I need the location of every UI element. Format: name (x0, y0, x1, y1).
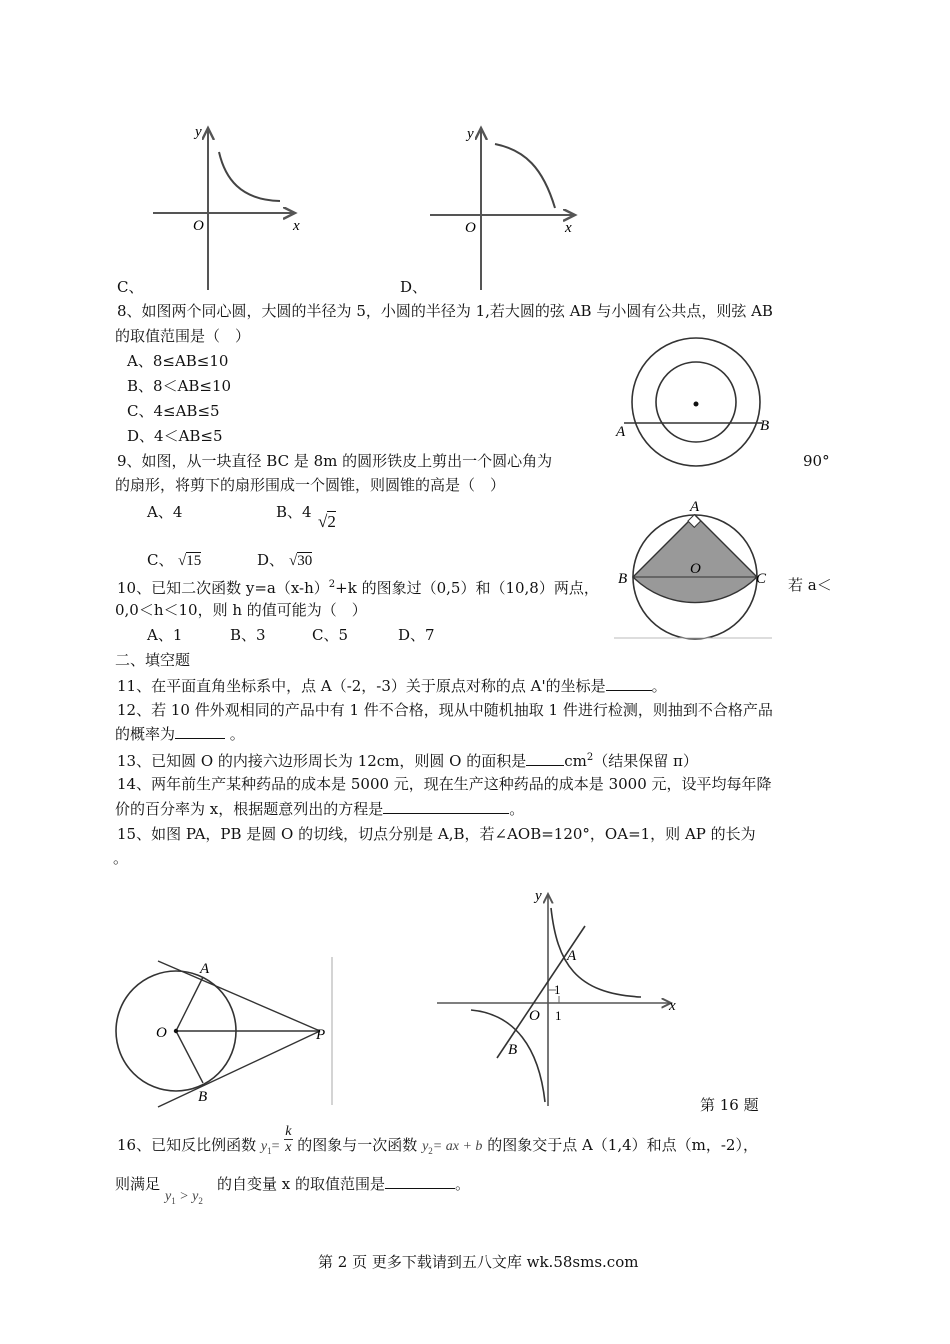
q10-option-b: B、3 (230, 626, 266, 644)
q13-blank (526, 765, 564, 766)
label-a: A (690, 499, 700, 515)
hyperbola-curve (219, 152, 280, 201)
q9-option-b-sqrt: √2 (318, 512, 336, 531)
page-footer: 第 2 页 更多下载请到五八文库 wk.58sms.com (318, 1253, 639, 1271)
ineq-sub2: 2 (198, 1195, 203, 1206)
q10-line2: 0,0＜h＜10，则 h 的值可能为（ ） (115, 601, 367, 619)
q12-end: 。 (225, 725, 245, 743)
q16-y2 (422, 1139, 482, 1154)
option-d-label: D、 (400, 278, 428, 296)
q16-inequality (165, 1187, 203, 1211)
axis-x-label: x (565, 220, 572, 236)
center-dot (174, 1029, 178, 1033)
q9-option-c: C、 (147, 551, 174, 569)
q9-option-d-sqrt: √30 (289, 553, 313, 569)
tangent-figure (110, 955, 345, 1110)
label-o: O (156, 1025, 167, 1041)
q16-blank (385, 1188, 455, 1189)
sqrt-radicand: 15 (186, 553, 202, 569)
q16-line1 (117, 1123, 758, 1163)
q9-angle: 90° (803, 452, 830, 470)
q8-option-c: C、4≤AB≤5 (127, 402, 220, 420)
q8-line2: 的取值范围是（ ） (115, 327, 251, 345)
concentric-circles-figure (610, 330, 785, 475)
q9-line1: 9、如图，从一块直径 BC 是 8m 的圆形铁皮上剪出一个圆心角为 (117, 452, 553, 470)
graph-d (425, 118, 595, 293)
q16-post: 的图象交于点 A（1,4）和点（m，-2）， (487, 1136, 758, 1154)
fig16-graph (435, 882, 685, 1107)
q11-end: 。 (651, 677, 667, 695)
q9-option-c-sqrt: √15 (178, 553, 202, 569)
q16-line2a: 则满足 (115, 1175, 161, 1193)
q9-option-b-label: B、4 (276, 503, 312, 521)
label-o: O (690, 561, 701, 577)
q12-line1: 12、若 10 件外观相同的产品中有 1 件不合格，现从中随机抽取 1 件进行检测，则抽到不合格产品 (117, 701, 773, 719)
q10-line1-right: 若 a＜ (788, 576, 832, 594)
q14-line2 (115, 799, 524, 819)
origin-label: O (529, 1008, 540, 1024)
q13 (117, 748, 698, 771)
q10-option-c: C、5 (312, 626, 349, 644)
q10-part1: 10、已知二次函数 y=a（x-h） (117, 579, 329, 597)
origin-label: O (193, 218, 204, 234)
sector-figure (612, 495, 782, 643)
label-b: B (508, 1042, 518, 1058)
q13-sup: 2 (586, 752, 594, 763)
axis-y-label: y (535, 888, 542, 904)
q11-text: 11、在平面直角坐标系中，点 A（-2，-3）关于原点对称的点 A'的坐标是 (117, 677, 606, 695)
equals: = (271, 1139, 280, 1154)
q16-y1 (261, 1139, 280, 1154)
label-a: A (567, 948, 577, 964)
q9-option-b (276, 502, 312, 522)
q16-line2 (115, 1174, 160, 1194)
q14-end: 。 (509, 800, 525, 818)
q10-line1 (117, 575, 599, 598)
label-a: A (200, 961, 210, 977)
hyperbola-q1 (551, 908, 641, 997)
q11 (117, 676, 667, 696)
ineq-y1: y (165, 1189, 172, 1204)
q9-option-a: A、4 (147, 503, 183, 521)
q12-text: 的概率为 (115, 725, 176, 743)
ineq-rest: > y (179, 1189, 199, 1204)
label-c: C (756, 571, 767, 587)
q9-line2: 的扇形，将剪下的扇形围成一个圆锥，则圆锥的高是（ ） (115, 476, 506, 494)
linear-expr: = ax + b (432, 1139, 483, 1154)
fraction-denominator: x (285, 1139, 292, 1155)
label-b: B (198, 1089, 208, 1105)
graph-c (145, 118, 315, 293)
q8-option-d: D、4＜AB≤5 (127, 427, 223, 445)
axis-y-label: y (195, 124, 202, 140)
q16-pre: 16、已知反比例函数 (117, 1136, 257, 1154)
y2-sub: 2 (428, 1145, 433, 1156)
q16-fraction (284, 1124, 292, 1155)
y1-var: y (260, 1139, 268, 1154)
tick-label-x: 1 (555, 1008, 562, 1023)
q14-blank (383, 813, 509, 814)
segment-oa (176, 977, 203, 1031)
q12-line2 (115, 724, 245, 744)
tick-label-y: 1 (554, 982, 561, 997)
q16-mid: 的图象与一次函数 (297, 1136, 418, 1154)
sqrt-radicand: 30 (297, 553, 313, 569)
ineq-sub1: 1 (171, 1195, 176, 1206)
tangent-pa-extended (158, 961, 320, 1031)
fraction-numerator: k (285, 1123, 292, 1139)
q8-option-b: B、8＜AB≤10 (127, 377, 232, 395)
y2-var: y (422, 1139, 429, 1154)
q15-line1: 15、如图 PA，PB 是圆 O 的切线，切点分别是 A,B，若∠AOB=120°，OA=1，则 AP 的长为 (117, 825, 756, 843)
fig16-caption: 第 16 题 (700, 1096, 759, 1114)
q15-line2: 。 (113, 849, 129, 867)
q8-option-a: A、8≤AB≤10 (127, 352, 229, 370)
q9-option-d: D、 (257, 551, 285, 569)
q10-sup: 2 (328, 579, 336, 590)
axis-y-label: y (467, 126, 474, 142)
label-b: B (618, 571, 628, 587)
label-p: P (316, 1027, 326, 1043)
q11-blank (606, 690, 652, 691)
section-2-heading: 二、填空题 (115, 651, 191, 669)
q14-line1: 14、两年前生产某种药品的成本是 5000 元，现在生产这种药品的成本是 3000 元，设平均每年降 (117, 775, 772, 793)
q12-blank (175, 738, 225, 739)
axis-x-label: x (293, 218, 300, 234)
shaded-sector (633, 515, 757, 603)
y1-sub: 1 (267, 1145, 272, 1156)
q14-text: 价的百分率为 x，根据题意列出的方程是 (115, 800, 384, 818)
q13-text: 13、已知圆 O 的内接六边形周长为 12cm，则圆 O 的面积是 (117, 752, 527, 770)
q13-end: （结果保留 π） (593, 752, 698, 770)
label-a: A (616, 424, 626, 440)
axis-x-label: x (669, 998, 676, 1014)
curve (495, 144, 555, 208)
q8-line1: 8、如图两个同心圆，大圆的半径为 5，小圆的半径为 1,若大圆的弦 AB 与小圆有公共点，则弦 AB (117, 302, 773, 320)
line-ab (497, 926, 585, 1058)
segment-ob (176, 1031, 203, 1083)
center-dot (694, 402, 699, 407)
q10-option-d: D、7 (398, 626, 435, 644)
option-c-label: C、 (117, 278, 144, 296)
q10-part2: +k 的图象过（0,5）和（10,8）两点， (335, 579, 599, 597)
q16-end: 。 (455, 1175, 471, 1193)
sqrt-radicand: 2 (327, 512, 336, 531)
origin-label: O (465, 220, 476, 236)
q16-line2-rest (217, 1174, 470, 1194)
q10-option-a: A、1 (147, 626, 183, 644)
q13-unit: cm (564, 752, 587, 770)
label-b: B (760, 418, 770, 434)
q16-line2b: 的自变量 x 的取值范围是 (217, 1175, 385, 1193)
